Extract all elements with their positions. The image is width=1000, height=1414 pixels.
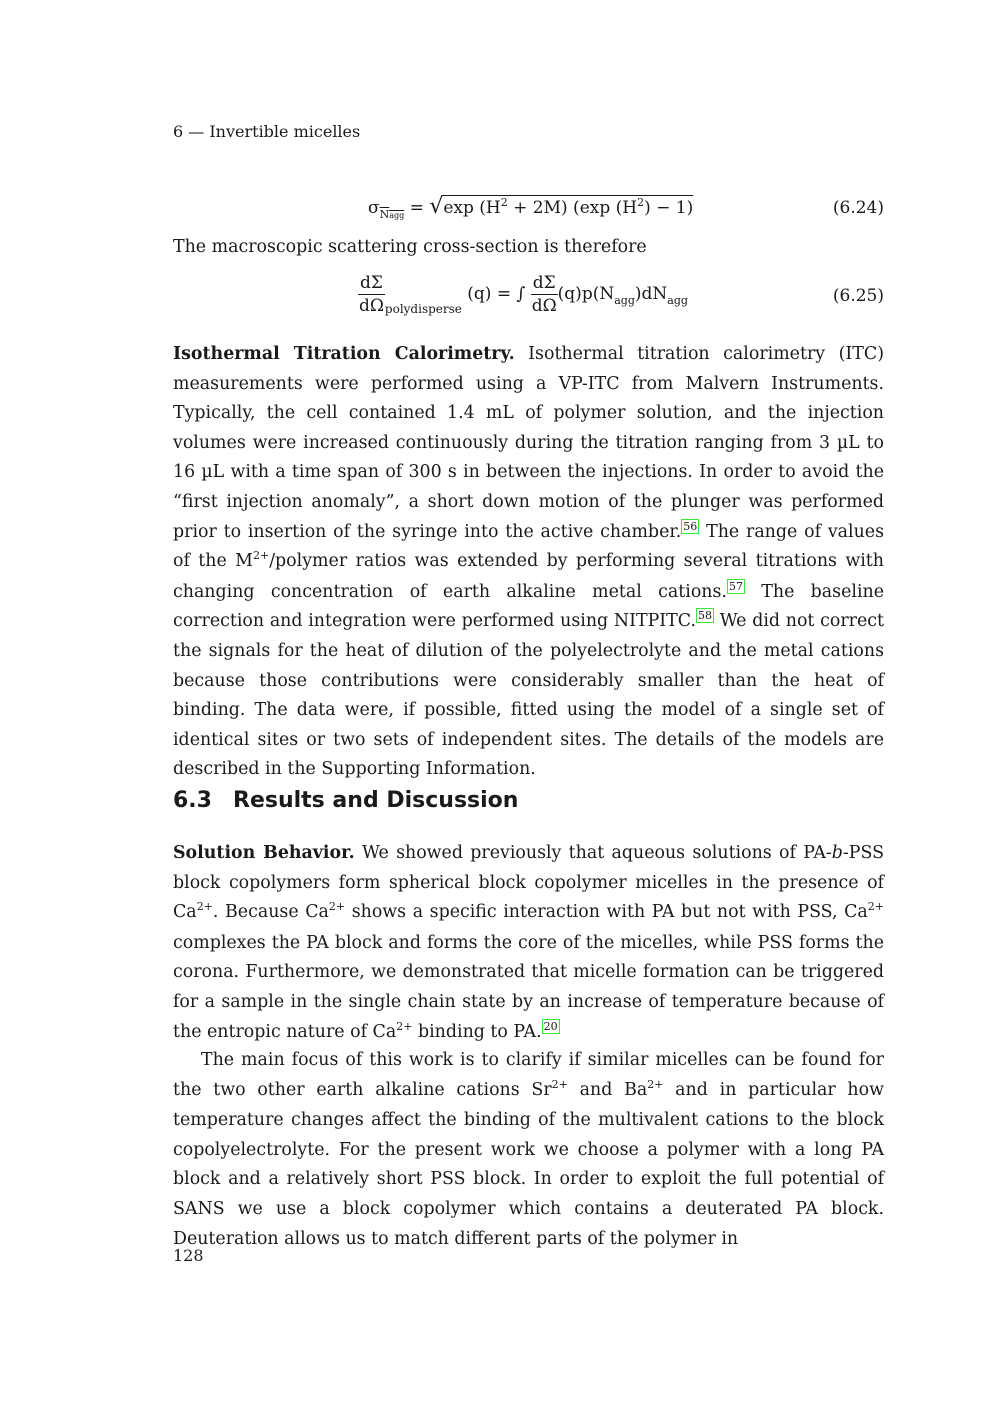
rhs-term-b: )dN: [634, 284, 668, 304]
solution-behavior-paragraph: Solution Behavior. We showed previously that aqueous solutions of PA-b-PSS block copolymers form spherical block copolymer micelles in the presence of $Ca^{2+}$. Because $Ca^{2+}$ shows a specific interaction with PA but not with PSS, $Ca^{2+}$ complexes the PA block and forms the core of the micelles, while PSS forms the corona. Furthermore, we demonstrated that micelle formation can be triggered for a sample in the single chain state by an increase of temperature because of the entropic nature of $Ca^{2+}$ binding to PA. $^{20}$: [173, 843, 884, 1042]
rhs-sub-a: agg: [614, 294, 635, 307]
n-agg-main: N: [379, 208, 390, 221]
n-agg-sub: agg: [389, 211, 405, 220]
citation-58[interactable]: 58: [698, 609, 712, 623]
itc-paragraph: Isothermal Titration Calorimetry. Isothermal titration calorimetry (ITC) measurements were performed using a VP-ITC from Malvern Instruments. Typically, the cell contained 1.4 mL of polymer solution, and the injection volumes were increased continuously during the titration ranging from 3 µL to 16 µL with a time span of 300 s in between the injections. In order to avoid the “first injection anomaly”, a short down motion of the plunger was performed prior to insertion of the syringe into the active chamber. $^{56}$ The range of values of the $M^{2+}$/polymer ratios was extended by performing several titrations with changing concentration of earth alkaline metal cations. $^{57}$ The baseline correction and integration were performed using NITPITC. $^{58}$ We did not correct the signals for the heat of dilution of the polyelectrolyte and the metal cations because those contributions were considerably smaller than the heat of binding. The data were, if possible, fitted using the model of a single set of identical sites or two sets of independent sites. The details of the models are described in the Supporting Information.: [173, 344, 885, 780]
lhs-fraction: $\frac{d\Sigma}{d\Omega}$: [358, 273, 384, 316]
rhs-sub-b: agg: [667, 294, 688, 307]
equation-6-25-body: [358, 272, 688, 317]
main-focus-paragraph: The main focus of this work is to clarify if similar micelles can be found for the two other earth alkaline cations $Sr^{2+}$ and $Ba^{2+}$ and in particular how temperature changes affect the binding of the multivalent cations to the block copolyelectrolyte. For the present work we choose a polymer with a long PA block and a relatively short PSS block. In order to exploit the full potential of SANS we use a block copolymer which contains a deuterated PA block. Deuteration allows us to match different parts of the polymer in: [173, 1050, 884, 1249]
equation-intro-line: The macroscopic scattering cross-section is therefore: [173, 237, 647, 257]
equals-sign: =: [409, 198, 424, 218]
section-number: 6.3: [173, 788, 212, 813]
polydisperse-subscript: polydisperse: [384, 302, 462, 316]
section-heading: [173, 788, 518, 813]
equation-6-24-body: [368, 194, 693, 219]
citation-57[interactable]: 57: [728, 579, 743, 593]
running-head: 6 — Invertible micelles: [173, 122, 361, 141]
equation-6-25: [173, 272, 884, 322]
equation-6-24: [173, 190, 884, 222]
solution-behavior-lead: Solution Behavior.: [173, 843, 355, 863]
page-number: 128: [173, 1246, 204, 1265]
rhs-fraction: $\frac{d\Sigma}{d\Omega}$: [531, 273, 557, 316]
radicand: $\exp (H^2 + 2M)$ (exp $(H^2) - 1$): [443, 196, 694, 218]
citation-56[interactable]: 56: [683, 519, 698, 533]
citation-20[interactable]: 20: [543, 1019, 558, 1033]
equation-number-6-25: (6.25): [832, 286, 884, 306]
section-title: Results and Discussion: [233, 788, 519, 813]
itc-paragraph-lead: Isothermal Titration Calorimetry.: [173, 344, 515, 364]
sigma-symbol: σ: [368, 198, 380, 218]
lhs-argument: (q) = ∫: [467, 284, 526, 304]
rhs-term-a: (q)p(N: [557, 284, 615, 304]
sqrt-icon: √: [429, 194, 444, 219]
equation-number-6-24: (6.24): [832, 198, 884, 218]
